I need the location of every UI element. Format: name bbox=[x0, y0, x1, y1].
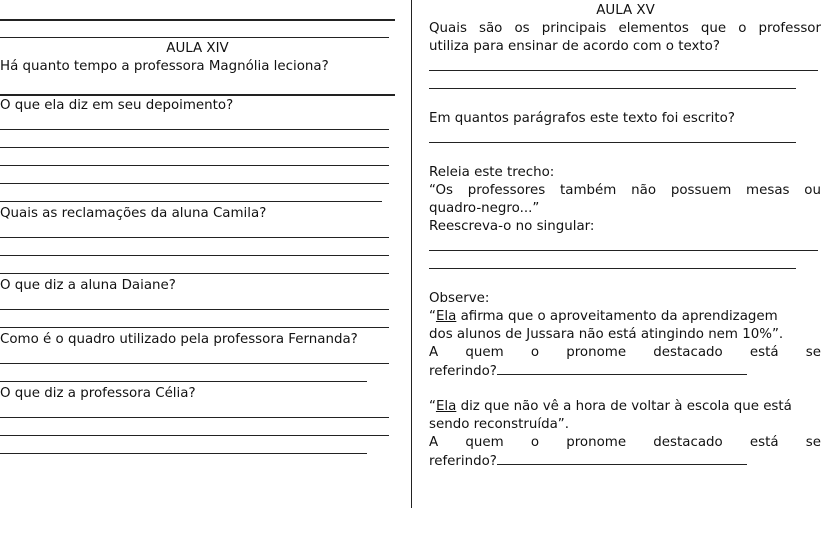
answer-line[interactable] bbox=[0, 201, 382, 202]
answer-line bbox=[0, 19, 395, 21]
answer-blank[interactable] bbox=[497, 452, 747, 465]
sentence1-line2: dos alunos de Jussara não está atingindo nem 10%”. bbox=[429, 327, 784, 342]
answer-line[interactable] bbox=[0, 129, 389, 130]
answer-blank[interactable] bbox=[497, 362, 747, 375]
answer-line[interactable] bbox=[0, 237, 389, 238]
ask1-label: referindo? bbox=[429, 364, 497, 379]
ask1-line1: A quem o pronome destacado está se bbox=[429, 345, 821, 360]
sentence1-rest: afirma que o aproveitamento da aprendizagem bbox=[456, 309, 778, 324]
question-depoimento: O que ela diz em seu depoimento? bbox=[0, 98, 234, 113]
lesson-title-xiv: AULA XIV bbox=[166, 41, 229, 56]
answer-line[interactable] bbox=[0, 309, 389, 310]
quote-line2: quadro-negro...” bbox=[429, 201, 540, 216]
open-quote: “ bbox=[429, 309, 436, 324]
highlighted-pronoun: Ela bbox=[435, 309, 457, 324]
column-divider bbox=[411, 0, 412, 508]
ask1-line2 bbox=[429, 362, 747, 380]
question-daiane: O que diz a aluna Daiane? bbox=[0, 278, 176, 293]
answer-line[interactable] bbox=[0, 183, 389, 184]
ask2-line1: A quem o pronome destacado está se bbox=[429, 435, 821, 450]
open-quote: “ bbox=[429, 399, 436, 414]
ask2-label: referindo? bbox=[429, 454, 497, 469]
ask2-line2 bbox=[429, 452, 747, 470]
question-elements-line2: utiliza para ensinar de acordo com o texto? bbox=[429, 39, 720, 54]
answer-line[interactable] bbox=[0, 381, 367, 382]
sentence2-line2: sendo reconstruída”. bbox=[429, 417, 569, 432]
answer-line[interactable] bbox=[0, 147, 389, 148]
question-celia: O que diz a professora Célia? bbox=[0, 386, 196, 401]
observe-label: Observe: bbox=[429, 291, 490, 306]
question-fernanda: Como é o quadro utilizado pela professora Fernanda? bbox=[0, 332, 358, 347]
answer-line[interactable] bbox=[0, 435, 389, 436]
answer-line[interactable] bbox=[0, 165, 389, 166]
highlighted-pronoun: Ela bbox=[435, 399, 457, 414]
answer-line[interactable] bbox=[0, 255, 389, 256]
question-paragraphs: Em quantos parágrafos este texto foi escrito? bbox=[429, 111, 735, 126]
answer-line[interactable] bbox=[429, 268, 796, 269]
answer-line[interactable] bbox=[429, 88, 796, 89]
question-elements-line1: Quais são os principais elementos que o professor bbox=[429, 21, 821, 36]
answer-line[interactable] bbox=[0, 94, 395, 96]
sentence2-line1 bbox=[429, 398, 822, 415]
answer-line[interactable] bbox=[0, 273, 389, 274]
answer-line[interactable] bbox=[0, 327, 389, 328]
answer-line[interactable] bbox=[429, 70, 818, 71]
answer-line[interactable] bbox=[0, 417, 389, 418]
rewrite-label: Reescreva-o no singular: bbox=[429, 219, 595, 234]
lesson-title-xv: AULA XV bbox=[596, 3, 655, 18]
answer-line[interactable] bbox=[429, 250, 818, 251]
sentence2-rest: diz que não vê a hora de voltar à escola que está bbox=[456, 399, 792, 414]
reread-label: Releia este trecho: bbox=[429, 165, 555, 180]
sentence1-line1 bbox=[429, 308, 822, 325]
quote-line1: “Os professores também não possuem mesas ou bbox=[429, 183, 821, 198]
answer-line[interactable] bbox=[429, 142, 796, 143]
answer-line[interactable] bbox=[0, 453, 367, 454]
question-magnolia: Há quanto tempo a professora Magnólia leciona? bbox=[0, 59, 329, 74]
answer-line bbox=[0, 37, 389, 38]
question-camila: Quais as reclamações da aluna Camila? bbox=[0, 206, 267, 221]
answer-line[interactable] bbox=[0, 363, 389, 364]
